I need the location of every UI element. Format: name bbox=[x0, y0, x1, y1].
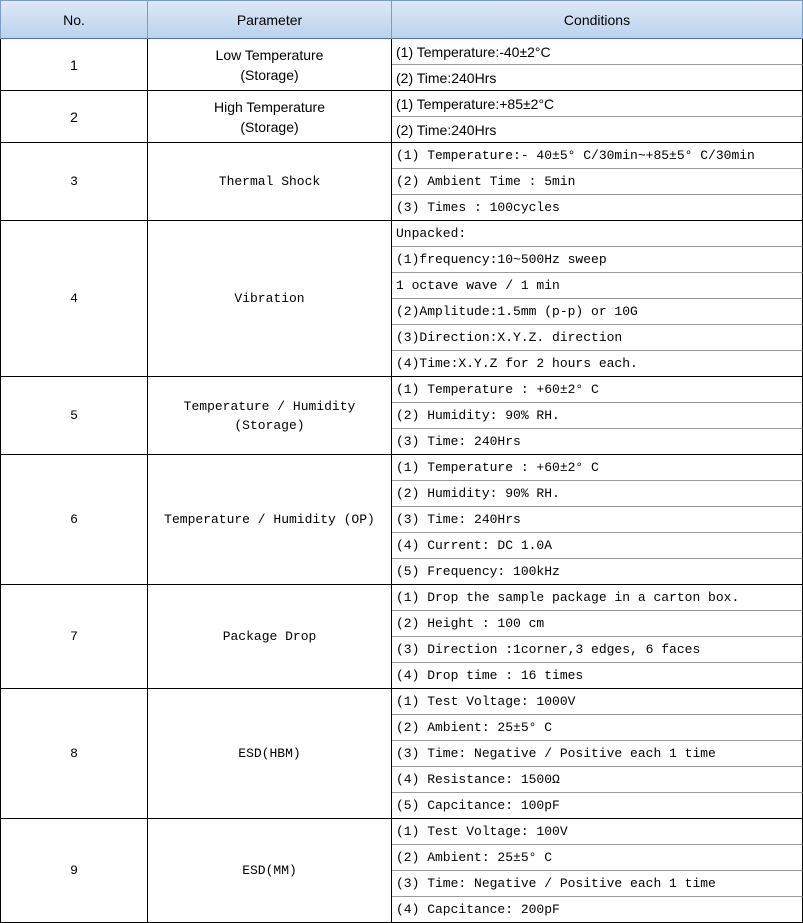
condition-line: (2)Amplitude:1.5mm (p-p) or 10G bbox=[392, 299, 803, 325]
condition-line: (4) Drop time : 16 times bbox=[392, 663, 803, 689]
condition-line: (2) Time:240Hrs bbox=[392, 65, 803, 91]
condition-line: 1 octave wave / 1 min bbox=[392, 273, 803, 299]
test-number-cell: 7 bbox=[0, 585, 148, 689]
condition-line: (3) Times : 100cycles bbox=[392, 195, 803, 221]
parameter-cell: Temperature / Humidity (Storage) bbox=[148, 377, 392, 455]
condition-line: (1) Temperature : +60±2° C bbox=[392, 455, 803, 481]
header-parameter: Parameter bbox=[148, 0, 392, 39]
test-number-cell: 1 bbox=[0, 39, 148, 91]
condition-line: (1) Test Voltage: 100V bbox=[392, 819, 803, 845]
condition-line: (4) Resistance: 1500Ω bbox=[392, 767, 803, 793]
parameter-cell: Thermal Shock bbox=[148, 143, 392, 221]
header-conditions: Conditions bbox=[392, 0, 803, 39]
condition-line: (1) Temperature : +60±2° C bbox=[392, 377, 803, 403]
condition-line: (4)Time:X.Y.Z for 2 hours each. bbox=[392, 351, 803, 377]
condition-line: (1) Temperature:-40±2°C bbox=[392, 39, 803, 65]
condition-line: (1) Temperature:+85±2°C bbox=[392, 91, 803, 117]
header-no: No. bbox=[0, 0, 148, 39]
condition-line: (5) Capcitance: 100pF bbox=[392, 793, 803, 819]
test-number-cell: 8 bbox=[0, 689, 148, 819]
condition-line: (3)Direction:X.Y.Z. direction bbox=[392, 325, 803, 351]
test-number-cell: 9 bbox=[0, 819, 148, 923]
test-number-cell: 2 bbox=[0, 91, 148, 143]
condition-line: (2) Humidity: 90% RH. bbox=[392, 481, 803, 507]
test-number-cell: 6 bbox=[0, 455, 148, 585]
condition-line: (2) Humidity: 90% RH. bbox=[392, 403, 803, 429]
parameter-cell: ESD(MM) bbox=[148, 819, 392, 923]
condition-line: (1)frequency:10~500Hz sweep bbox=[392, 247, 803, 273]
parameter-cell: Package Drop bbox=[148, 585, 392, 689]
condition-line: (2) Height : 100 cm bbox=[392, 611, 803, 637]
test-number-cell: 4 bbox=[0, 221, 148, 377]
condition-line: (2) Ambient Time : 5min bbox=[392, 169, 803, 195]
condition-line: (3) Time: Negative / Positive each 1 time bbox=[392, 871, 803, 897]
condition-line: (4) Capcitance: 200pF bbox=[392, 897, 803, 923]
test-number-cell: 3 bbox=[0, 143, 148, 221]
condition-line: (2) Time:240Hrs bbox=[392, 117, 803, 143]
condition-line: (3) Direction :1corner,3 edges, 6 faces bbox=[392, 637, 803, 663]
condition-line: (5) Frequency: 100kHz bbox=[392, 559, 803, 585]
condition-line: (1) Temperature:- 40±5° C/30min~+85±5° C/30min bbox=[392, 143, 803, 169]
parameter-cell: Temperature / Humidity (OP) bbox=[148, 455, 392, 585]
condition-line: (3) Time: Negative / Positive each 1 time bbox=[392, 741, 803, 767]
condition-line: (3) Time: 240Hrs bbox=[392, 507, 803, 533]
parameter-cell: Low Temperature (Storage) bbox=[148, 39, 392, 91]
condition-line: (4) Current: DC 1.0A bbox=[392, 533, 803, 559]
test-number-cell: 5 bbox=[0, 377, 148, 455]
condition-line: (2) Ambient: 25±5° C bbox=[392, 715, 803, 741]
condition-line: (3) Time: 240Hrs bbox=[392, 429, 803, 455]
condition-line: (1) Test Voltage: 1000V bbox=[392, 689, 803, 715]
condition-line: (1) Drop the sample package in a carton box. bbox=[392, 585, 803, 611]
condition-line: (2) Ambient: 25±5° C bbox=[392, 845, 803, 871]
parameter-cell: High Temperature (Storage) bbox=[148, 91, 392, 143]
parameter-cell: Vibration bbox=[148, 221, 392, 377]
condition-line: Unpacked: bbox=[392, 221, 803, 247]
parameter-cell: ESD(HBM) bbox=[148, 689, 392, 819]
